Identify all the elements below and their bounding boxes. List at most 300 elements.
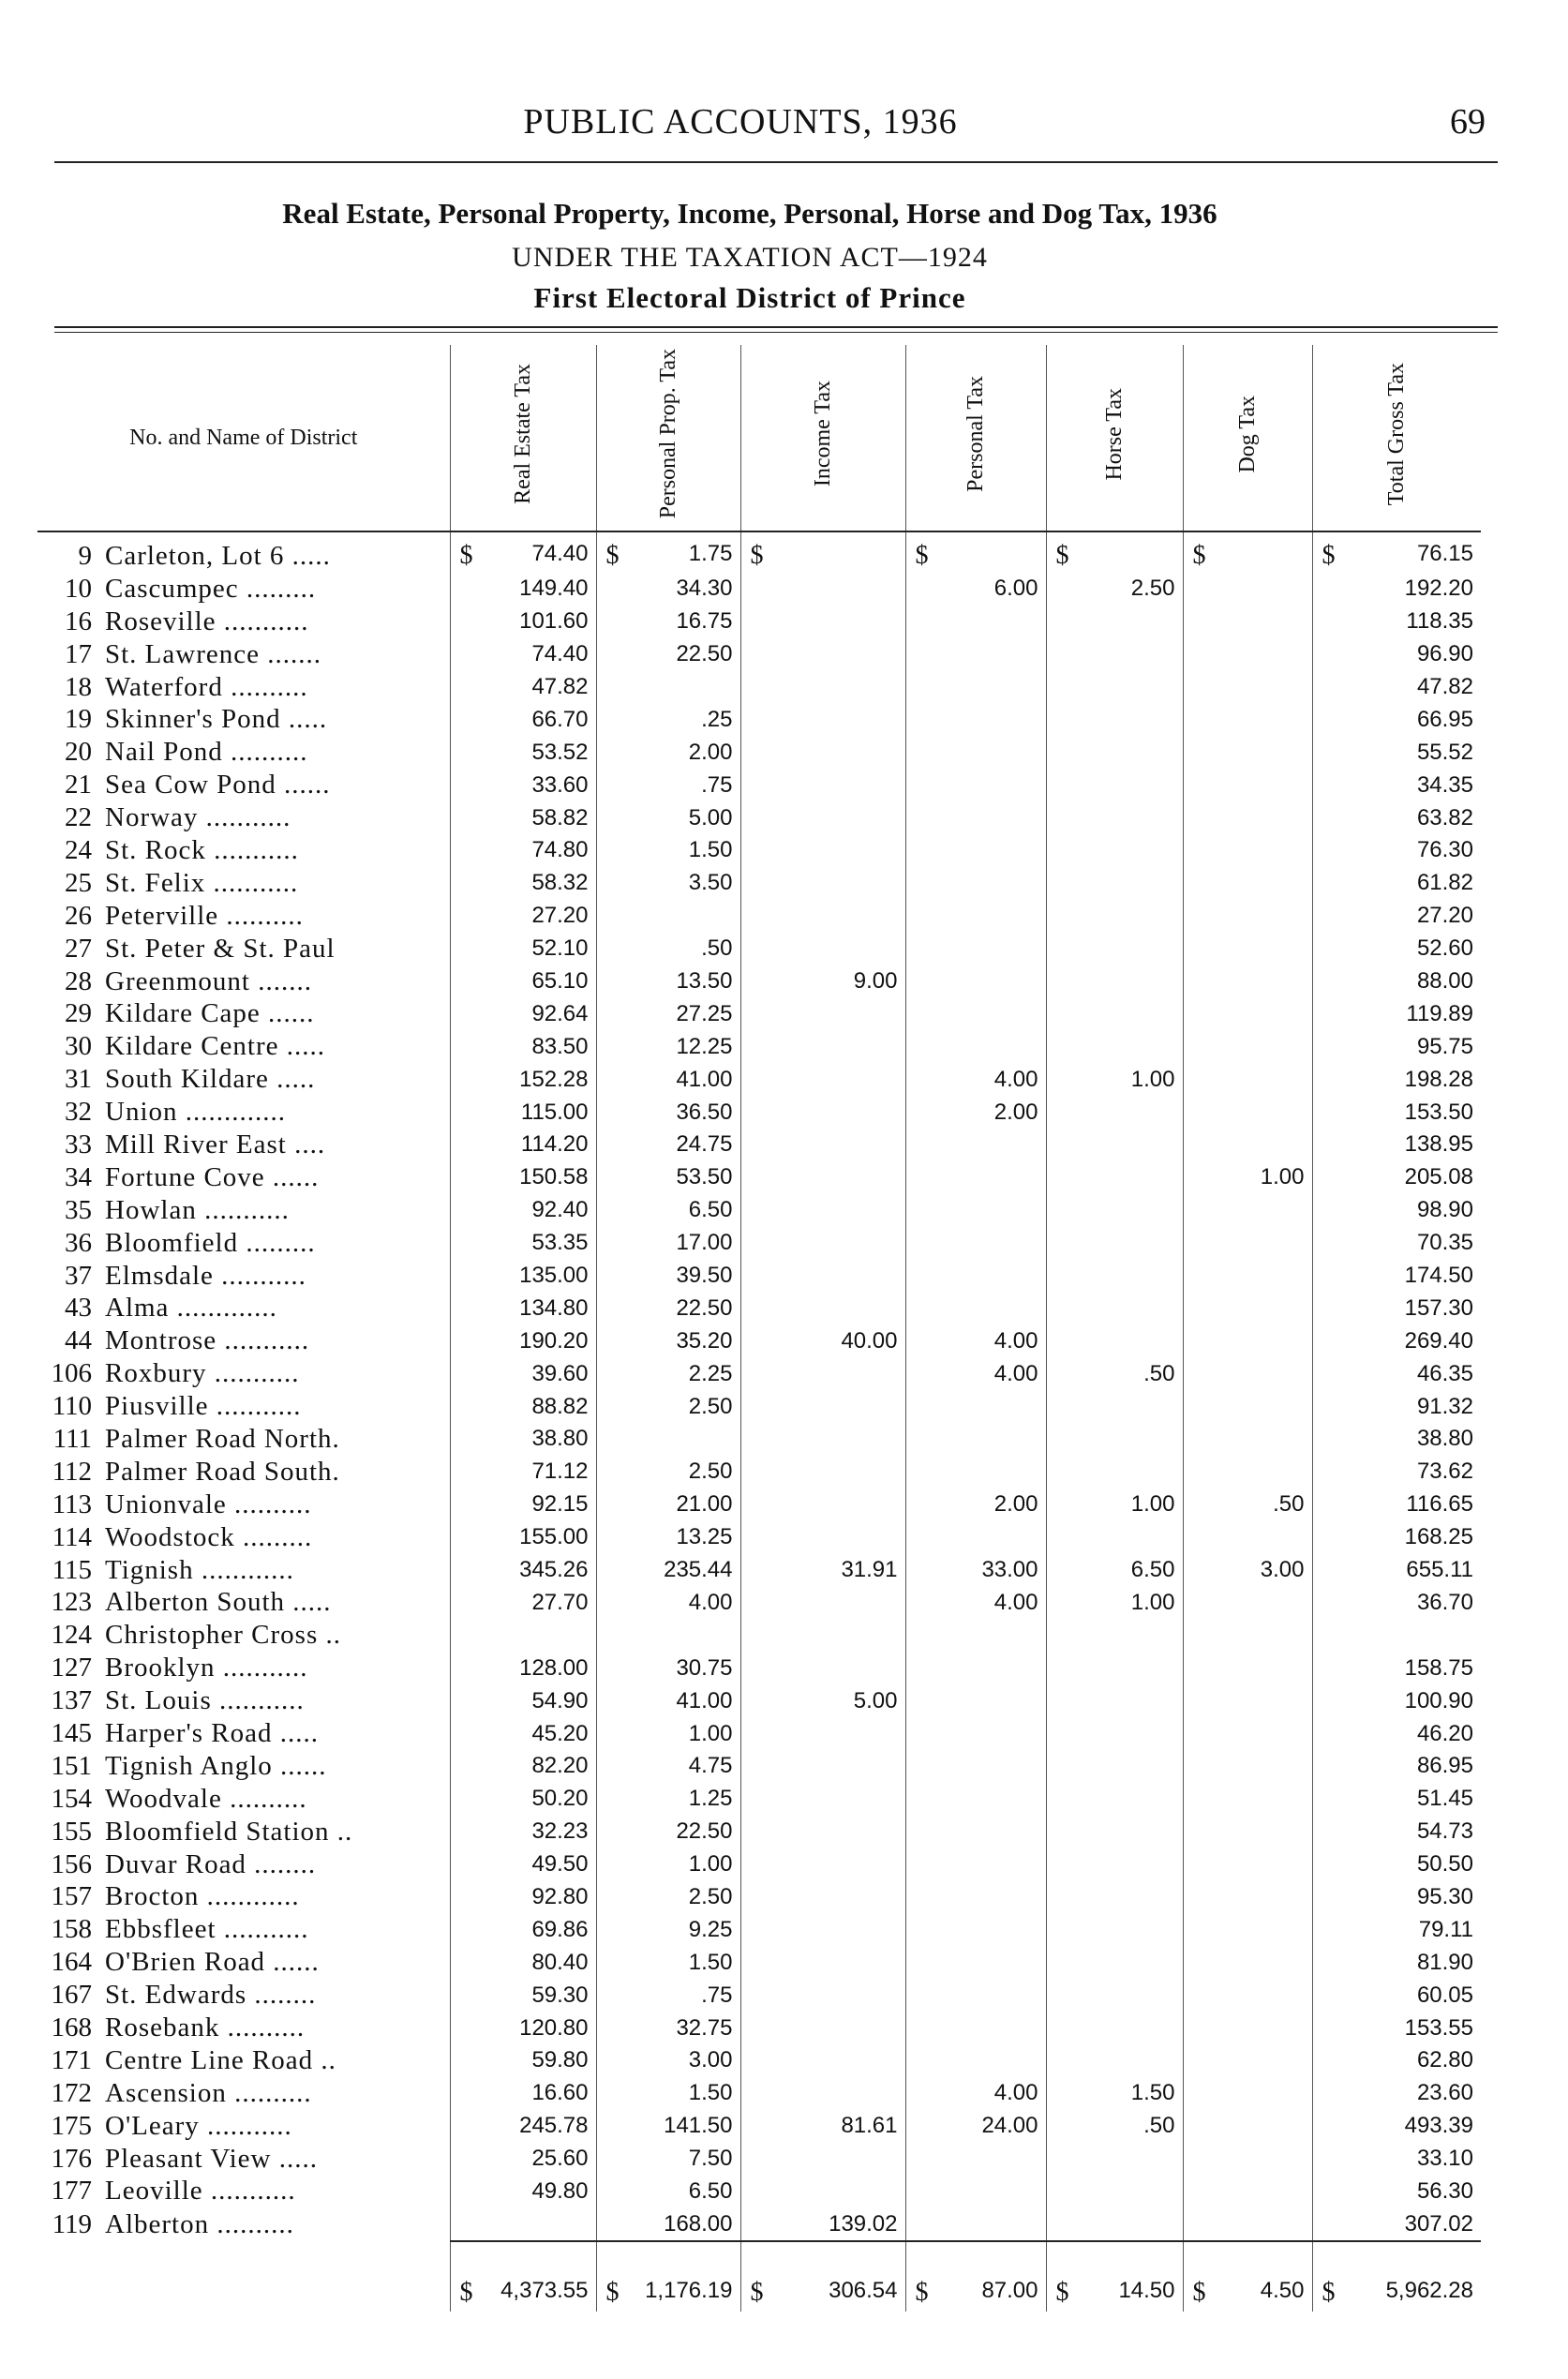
value-real-estate: 33.60 [531,771,589,798]
district-name: Roxbury ........... [105,1358,300,1389]
table-row [37,769,1481,801]
cell-real-estate [450,1783,596,1816]
district-number: 137 [51,1685,92,1716]
cell-horse [1046,1521,1183,1554]
value-real-estate: 88.82 [531,1393,589,1419]
table-row [37,1848,1481,1881]
cell-real-estate [450,801,596,834]
cell-personal [905,531,1046,573]
value-total: 52.60 [1416,935,1473,962]
table-row [37,1652,1481,1684]
value-real-estate: 71.12 [531,1459,589,1485]
cell-dog [1183,867,1312,900]
district-name: Skinner's Pond ..... [105,704,328,735]
value-real-estate: 16.60 [531,2080,589,2106]
cell-personal [905,2110,1046,2143]
table-row [37,1096,1481,1129]
dollar-sign: $ [459,2278,473,2308]
cell-dog [1183,1816,1312,1848]
table-row [37,1357,1481,1390]
value-personal-prop: 41.00 [676,1066,733,1092]
cell-total [1312,1260,1481,1293]
value-real-estate: 50.20 [531,1786,589,1812]
district-name: Bloomfield ......... [105,1227,316,1258]
value-total: 86.95 [1416,1753,1473,1779]
cell-horse [1046,900,1183,933]
district-name: Leoville ........... [105,2176,296,2207]
cell-personal-prop [596,2207,740,2241]
cell-horse [1046,965,1183,998]
value-total: 63.82 [1416,804,1473,830]
value-total: 153.55 [1404,2014,1473,2041]
cell-personal-prop [596,671,740,704]
cell-dog [1183,1521,1312,1554]
cell-real-estate [450,1292,596,1324]
cell-personal [905,1619,1046,1652]
cell-dog [1183,1161,1312,1194]
cell-income [740,1816,905,1848]
cell-total [1312,2176,1481,2208]
value-real-estate: 45.20 [531,1720,589,1746]
table-row [37,1390,1481,1423]
cell-dog [1183,2207,1312,2241]
dollar-sign: $ [915,2278,929,2308]
cell-dog [1183,1750,1312,1783]
value-total: 95.75 [1416,1033,1473,1059]
district-name: Tignish Anglo ...... [105,1750,327,1781]
table-row [37,834,1481,867]
table-row [37,2012,1481,2044]
cell-horse [1046,769,1183,801]
value-dog: 1.00 [1260,1164,1305,1190]
cell-income [740,671,905,704]
table-row [37,1684,1481,1717]
district-number: 145 [51,1718,92,1748]
cell-income [740,1063,905,1096]
table-row [37,1260,1481,1293]
value-personal-prop: 1.50 [688,1949,733,1975]
col-personal: Personal Tax [905,345,1046,531]
table-row [37,1292,1481,1324]
table-row [37,1783,1481,1816]
cell-horse [1046,1292,1183,1324]
cell-real-estate [450,531,596,573]
district-name: St. Louis ........... [105,1685,305,1716]
cell-real-estate [450,1619,596,1652]
cell-total [1312,1717,1481,1750]
cell-horse [1046,1619,1183,1652]
value-dog: 3.00 [1260,1557,1305,1583]
district-number: 110 [52,1391,92,1422]
value-total: 157.30 [1404,1294,1473,1321]
cell-personal [905,2044,1046,2077]
cell-personal-prop [596,1161,740,1194]
cell-real-estate [450,1030,596,1063]
cell-horse [1046,1881,1183,1914]
cell-personal [905,1390,1046,1423]
value-total: 73.62 [1416,1459,1473,1485]
cell-income [740,1456,905,1489]
cell-real-estate [450,573,596,606]
cell-personal-prop [596,997,740,1030]
value-total: 62.80 [1416,2047,1473,2073]
cell-horse [1046,2176,1183,2208]
value-total: 153.50 [1404,1099,1473,1125]
value-real-estate: 27.70 [531,1589,589,1615]
cell-personal [905,1913,1046,1946]
cell-horse [1046,1324,1183,1357]
cell-personal-prop [596,1194,740,1227]
value-horse: .50 [1143,1360,1175,1386]
value-total: 46.35 [1416,1360,1473,1386]
cell-horse [1046,2044,1183,2077]
dollar-sign: $ [1192,541,1206,571]
cell-dog [1183,1717,1312,1750]
value-total: 192.20 [1404,576,1473,602]
cell-dog [1183,1096,1312,1129]
value-real-estate: 155.00 [519,1524,589,1550]
cell-income [740,1881,905,1914]
dollar-sign: $ [1192,2278,1206,2308]
table-row [37,606,1481,638]
cell-horse [1046,834,1183,867]
table-row [37,997,1481,1030]
district-name: Kildare Cape ...... [105,998,315,1029]
cell-horse [1046,1194,1183,1227]
cell-total [1312,1816,1481,1848]
district-name: Elmsdale ........... [105,1260,306,1291]
district-number: 115 [52,1554,92,1585]
district-number: 31 [65,1064,92,1095]
cell-personal [905,703,1046,736]
cell-horse [1046,1587,1183,1620]
value-personal-prop: 4.75 [688,1753,733,1779]
total-value-total: 5,962.28 [1385,2278,1473,2304]
cell-income [740,900,905,933]
value-income: 40.00 [841,1327,898,1354]
cell-income [740,1227,905,1260]
cell-personal-prop [596,1979,740,2012]
cell-income [740,703,905,736]
district-number: 20 [65,737,92,768]
district-number: 32 [65,1097,92,1128]
cell-personal [905,1881,1046,1914]
cell-personal-prop [596,2176,740,2208]
cell-personal-prop [596,2012,740,2044]
cell-real-estate [450,2012,596,2044]
value-total: 55.52 [1416,739,1473,765]
dollar-sign: $ [1055,2278,1069,2308]
district-name: St. Peter & St. Paul [105,933,336,964]
district-number: 44 [65,1325,92,1356]
cell-horse [1046,1554,1183,1587]
district-number: 113 [52,1489,92,1519]
col-personal-prop: Personal Prop. Tax [596,345,740,531]
cell-income [740,1979,905,2012]
table-row [37,2207,1481,2241]
value-personal-prop: 4.00 [688,1589,733,1615]
cell-personal [905,1161,1046,1194]
district-name: Piusville ........... [105,1391,302,1422]
table-row [37,1324,1481,1357]
cell-personal-prop [596,1881,740,1914]
value-real-estate: 74.80 [531,837,589,863]
cell-personal-prop [596,1260,740,1293]
cell-total [1312,1096,1481,1129]
dollar-sign: $ [915,541,929,571]
cell-total [1312,2044,1481,2077]
value-real-estate: 92.40 [531,1197,589,1223]
district-number: 21 [65,770,92,800]
cell-dog [1183,1489,1312,1521]
district-number: 25 [65,867,92,898]
cell-personal [905,933,1046,965]
value-personal-prop: 16.75 [676,608,733,635]
cell-personal [905,1423,1046,1456]
cell-horse [1046,1390,1183,1423]
district-number: 176 [51,2143,92,2174]
cell-personal [905,900,1046,933]
cell-dog [1183,2077,1312,2110]
district-number: 9 [78,540,92,571]
cell-real-estate [450,1390,596,1423]
cell-income [740,1030,905,1063]
value-personal-prop: 13.50 [676,968,733,995]
value-real-estate: 135.00 [519,1263,589,1289]
district-name: Kildare Centre ..... [105,1031,326,1062]
table-row [37,1456,1481,1489]
cell-total [1312,1521,1481,1554]
cell-dog [1183,2110,1312,2143]
district-name: Ebbsfleet ........... [105,1914,309,1945]
cell-personal [905,1489,1046,1521]
value-dog: .50 [1273,1491,1305,1518]
district-name: Union ............. [105,1097,286,1128]
value-personal-prop: .25 [701,706,733,732]
cell-real-estate [450,1979,596,2012]
cell-personal [905,1848,1046,1881]
value-total: 138.95 [1404,1131,1473,1158]
cell-personal [905,1554,1046,1587]
total-real-estate [450,2241,596,2312]
value-real-estate: 47.82 [531,674,589,699]
value-personal-prop: 22.50 [676,1294,733,1321]
cell-horse [1046,1750,1183,1783]
cell-personal [905,2176,1046,2208]
table-row [37,933,1481,965]
cell-dog [1183,1587,1312,1620]
district-name: Alberton South ..... [105,1587,332,1618]
district-number: 29 [65,998,92,1029]
cell-real-estate [450,1357,596,1390]
cell-real-estate [450,1881,596,1914]
cell-dog [1183,573,1312,606]
cell-total [1312,769,1481,801]
cell-total [1312,1619,1481,1652]
total-value-personal: 87.00 [981,2278,1038,2304]
cell-real-estate [450,1227,596,1260]
cell-horse [1046,671,1183,704]
cell-real-estate [450,1260,596,1293]
value-personal-prop: 17.00 [676,1230,733,1256]
cell-total [1312,1913,1481,1946]
cell-dog [1183,1324,1312,1357]
district-name: Nail Pond .......... [105,737,308,768]
cell-horse [1046,531,1183,573]
total-value-real-estate: 4,373.55 [500,2278,589,2304]
district-name: O'Leary ........... [105,2110,292,2141]
cell-dog [1183,1456,1312,1489]
cell-personal-prop [596,933,740,965]
cell-personal-prop [596,1096,740,1129]
value-total: 61.82 [1416,870,1473,896]
cell-total [1312,1946,1481,1979]
table-row [37,1521,1481,1554]
district-number: 19 [65,704,92,735]
value-total: 119.89 [1406,1000,1473,1026]
tax-ledger-table [37,345,1481,2312]
value-personal-prop: 3.00 [688,2047,733,2073]
value-total: 307.02 [1404,2210,1473,2237]
value-real-estate: 101.60 [519,608,589,635]
cell-income [740,2176,905,2208]
district-number: 172 [51,2077,92,2108]
value-total: 79.11 [1418,1916,1473,1942]
cell-income [740,1554,905,1587]
value-real-estate: 49.50 [531,1851,589,1878]
cell-total [1312,1161,1481,1194]
cell-horse [1046,801,1183,834]
value-personal-prop: 34.30 [676,576,733,602]
value-personal-prop: 2.00 [688,739,733,765]
cell-personal [905,1750,1046,1783]
value-personal-prop: 141.50 [664,2113,733,2139]
cell-dog [1183,1194,1312,1227]
cell-personal-prop [596,1423,740,1456]
cell-real-estate [450,900,596,933]
cell-real-estate [450,1489,596,1521]
district-name: Norway ........... [105,802,291,833]
value-horse: 1.00 [1130,1589,1175,1615]
district-name: O'Brien Road ...... [105,1947,320,1978]
col-dog: Dog Tax [1183,345,1312,531]
value-total: 34.35 [1416,771,1473,798]
cell-total [1312,1979,1481,2012]
cell-horse [1046,1227,1183,1260]
cell-personal-prop [596,1783,740,1816]
cell-real-estate [450,736,596,769]
value-real-estate: 27.20 [531,903,589,929]
cell-total [1312,834,1481,867]
district-number: 34 [65,1161,92,1192]
value-total: 47.82 [1416,674,1473,699]
cell-real-estate [450,1652,596,1684]
table-row [37,736,1481,769]
district-name: Harper's Road ..... [105,1718,319,1748]
cell-total [1312,801,1481,834]
table-row [37,2044,1481,2077]
cell-income [740,2143,905,2176]
district-number: 16 [65,606,92,636]
district-name: Palmer Road South. [105,1456,340,1487]
cell-personal [905,606,1046,638]
cell-personal [905,736,1046,769]
cell-personal-prop [596,867,740,900]
cell-total [1312,1783,1481,1816]
dollar-sign: $ [605,541,620,571]
cell-total [1312,1129,1481,1161]
title-rule-bottom [54,332,1498,333]
value-personal-prop: 1.50 [688,2080,733,2106]
district-title: First Electoral District of Prince [533,281,966,314]
cell-income [740,1423,905,1456]
cell-income [740,2012,905,2044]
value-total: 23.60 [1416,2080,1473,2106]
district-number: 155 [51,1816,92,1847]
district-number: 154 [51,1783,92,1814]
district-number: 33 [65,1129,92,1160]
cell-personal [905,769,1046,801]
cell-dog [1183,1030,1312,1063]
cell-horse [1046,1489,1183,1521]
value-real-estate: 82.20 [531,1753,589,1779]
cell-personal-prop [596,2044,740,2077]
totals-row [37,2241,1481,2312]
district-number: 35 [65,1194,92,1225]
district-name: Christopher Cross .. [105,1620,341,1651]
table-row [37,1881,1481,1914]
value-personal-prop: 53.50 [676,1164,733,1190]
cell-horse [1046,1030,1183,1063]
cell-dog [1183,1946,1312,1979]
cell-real-estate [450,1750,596,1783]
total-value-dog: 4.50 [1260,2278,1305,2304]
cell-dog [1183,703,1312,736]
district-name: St. Rock ........... [105,834,299,865]
value-personal: 6.00 [993,576,1038,602]
cell-horse [1046,1260,1183,1293]
table-subtitle: UNDER THE TAXATION ACT—1924 [512,242,988,273]
value-real-estate: 49.80 [531,2177,589,2204]
cell-real-estate [450,2077,596,2110]
cell-total [1312,703,1481,736]
district-name: Pleasant View ..... [105,2143,318,2174]
value-real-estate: 59.80 [531,2047,589,2073]
district-name: Duvar Road ........ [105,1848,317,1879]
cell-income [740,1129,905,1161]
district-name: Brooklyn ........... [105,1653,308,1683]
cell-personal-prop [596,1129,740,1161]
cell-total [1312,606,1481,638]
value-personal-prop: .50 [701,935,733,962]
table-row [37,1161,1481,1194]
cell-horse [1046,997,1183,1030]
value-total: 76.15 [1416,541,1473,567]
value-total: 198.28 [1404,1066,1473,1092]
district-name: Mill River East .... [105,1129,326,1160]
cell-personal-prop [596,606,740,638]
cell-personal-prop [596,703,740,736]
cell-horse [1046,573,1183,606]
cell-dog [1183,1227,1312,1260]
table-row [37,1423,1481,1456]
value-real-estate: 83.50 [531,1033,589,1059]
district-number: 123 [51,1587,92,1618]
district-number: 156 [51,1848,92,1879]
cell-total [1312,1587,1481,1620]
cell-horse [1046,1063,1183,1096]
district-number: 106 [51,1358,92,1389]
